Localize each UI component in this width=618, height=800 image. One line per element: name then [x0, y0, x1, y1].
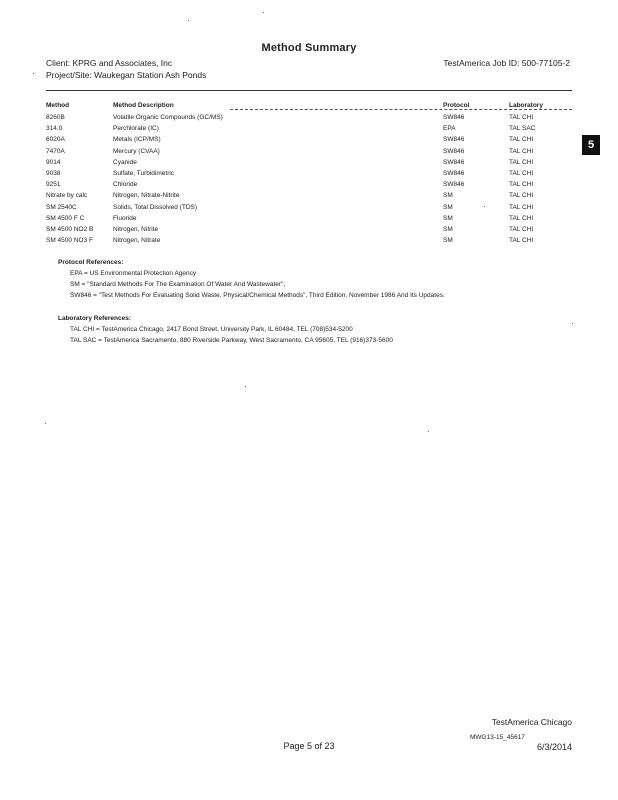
method-description: Volatile Organic Compounds (GC/MS)	[113, 114, 223, 121]
method-code: 8260B	[46, 114, 65, 121]
table-row	[0, 204, 618, 215]
scan-speck	[33, 73, 34, 74]
laboratory-references-heading: Laboratory References:	[58, 315, 131, 322]
method-protocol: SW846	[443, 136, 465, 144]
method-laboratory: TAL CHI	[509, 237, 534, 245]
method-laboratory: TAL SAC	[509, 125, 536, 133]
method-protocol: SW846	[443, 158, 465, 166]
table-row	[0, 215, 618, 226]
client-name: Client: KPRG and Associates, Inc	[46, 58, 173, 68]
method-description: Cyanide	[113, 158, 137, 166]
table-row	[0, 170, 618, 181]
column-header-description: Method Description	[113, 102, 174, 109]
method-laboratory: TAL CHI	[509, 136, 534, 144]
method-protocol: SM	[443, 203, 453, 211]
table-row	[0, 148, 618, 159]
protocol-reference-item: SM = "Standard Methods For The Examination Of Water And Wastewater",	[70, 281, 286, 288]
method-protocol: EPA	[443, 125, 456, 133]
method-code: SM 2540C	[46, 203, 77, 211]
method-protocol: SM	[443, 237, 453, 245]
method-laboratory: TAL CHI	[509, 203, 534, 211]
protocol-reference-item: SW846 = "Test Methods For Evaluating Solid Waste, Physical/Chemical Methods", Third Edition, November 1986 And Its Updates.	[70, 292, 445, 299]
method-code: 314.0	[46, 125, 63, 133]
laboratory-reference-item: TAL SAC = TestAmerica Sacramento, 880 Riverside Parkway, West Sacramento, CA 95605, TEL (916)373-5600	[70, 337, 393, 344]
method-description: Perchlorate (IC)	[113, 125, 159, 133]
page-number: Page 5 of 23	[283, 741, 335, 751]
method-protocol: SW846	[443, 181, 465, 189]
method-description: Solids, Total Dissolved (TDS)	[113, 203, 198, 211]
protocol-reference-item: EPA = US Environmental Protection Agency	[70, 270, 197, 277]
method-laboratory: TAL CHI	[509, 225, 534, 233]
table-row	[0, 181, 618, 192]
table-row	[0, 237, 618, 248]
method-code: 6020A	[46, 136, 65, 144]
table-row	[0, 226, 618, 237]
method-code: SM 4500 NO2 B	[46, 225, 94, 233]
method-laboratory: TAL CHI	[509, 114, 534, 121]
method-protocol: SM	[443, 192, 453, 200]
method-description: Nitrogen, Nitrate	[113, 237, 161, 245]
header-divider	[46, 90, 572, 91]
method-laboratory: TAL CHI	[509, 181, 534, 189]
column-header-protocol: Protocol	[443, 102, 470, 109]
scan-speck	[428, 431, 429, 432]
method-protocol: SW846	[443, 169, 465, 177]
scan-speck	[572, 323, 573, 324]
method-code: 7470A	[46, 147, 65, 155]
project-site: Project/Site: Waukegan Station Ash Ponds	[46, 70, 207, 80]
job-id: TestAmerica Job ID: 500-77105-2	[443, 58, 570, 68]
page-title: Method Summary	[261, 42, 357, 54]
scan-speck	[45, 423, 46, 424]
method-code: SM 4500 F C	[46, 214, 85, 222]
footer-date: 6/3/2014	[536, 742, 572, 752]
method-description: Mercury (CVAA)	[113, 147, 160, 155]
protocol-references-heading: Protocol References:	[58, 259, 124, 266]
method-description: Sulfate, Turbidimetric	[113, 169, 175, 177]
method-description: Nitrogen, Nitrite	[113, 225, 159, 233]
method-description: Fluoride	[113, 214, 137, 222]
footer-lab-name: TestAmerica Chicago	[491, 717, 572, 727]
method-laboratory: TAL CHI	[509, 192, 534, 200]
footer-document-code: MWG13-15_45617	[470, 734, 525, 741]
table-row	[0, 125, 618, 136]
table-row	[0, 159, 618, 170]
method-protocol: SW846	[443, 114, 465, 121]
method-protocol: SW846	[443, 147, 465, 155]
column-header-laboratory: Laboratory	[509, 102, 543, 109]
method-description: Nitrogen, Nitrate-Nitrite	[113, 192, 180, 200]
scan-speck	[188, 20, 189, 21]
method-description: Metals (ICP/MS)	[113, 136, 161, 144]
method-table	[0, 114, 618, 248]
section-tab-badge: 5	[582, 135, 600, 155]
column-header-underline	[230, 109, 572, 110]
method-description: Chloride	[113, 181, 138, 189]
method-laboratory: TAL CHI	[509, 169, 534, 177]
method-laboratory: TAL CHI	[509, 214, 534, 222]
method-code: Nitrate by calc	[46, 192, 88, 200]
method-code: 9251	[46, 181, 61, 189]
laboratory-reference-item: TAL CHI = TestAmerica Chicago, 2417 Bond Street, University Park, IL 60484, TEL (708)534-5200	[70, 326, 353, 333]
scan-speck	[484, 206, 485, 207]
column-header-method: Method	[46, 102, 70, 109]
method-code: 9038	[46, 169, 61, 177]
method-protocol: SM	[443, 225, 453, 233]
table-row	[0, 114, 618, 125]
scan-speck	[263, 12, 264, 13]
method-code: SM 4500 NO3 F	[46, 237, 93, 245]
method-laboratory: TAL CHI	[509, 147, 534, 155]
table-row	[0, 136, 618, 147]
method-code: 9014	[46, 158, 61, 166]
scan-speck	[245, 386, 246, 387]
method-laboratory: TAL CHI	[509, 158, 534, 166]
table-row	[0, 192, 618, 203]
method-protocol: SM	[443, 214, 453, 222]
